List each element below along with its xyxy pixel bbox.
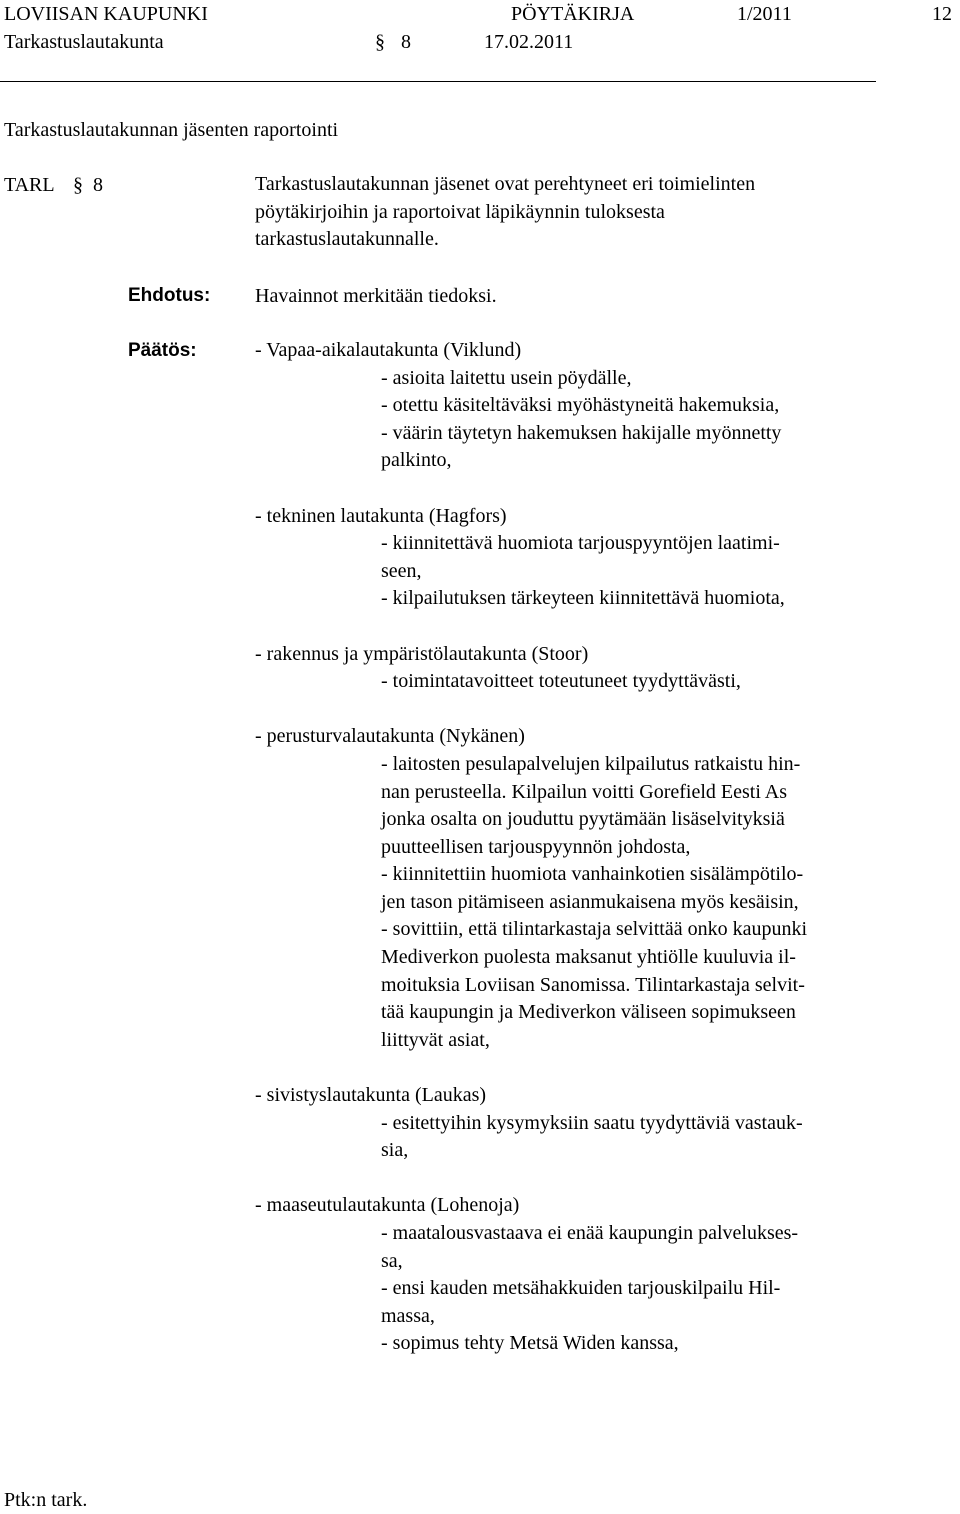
- group-line: - sopimus tehty Metsä Widen kanssa,: [381, 1332, 679, 1355]
- group-title: - tekninen lautakunta (Hagfors): [255, 504, 507, 527]
- intro-line: Tarkastuslautakunnan jäsenet ovat perehtyneet eri toimielinten: [255, 173, 756, 195]
- group-line: moituksia Loviisan Sanomissa. Tilintarkastaja selvit-: [381, 973, 805, 996]
- page-title: Tarkastuslautakunnan jäsenten raportointi: [4, 119, 339, 141]
- group-gap: [255, 696, 807, 724]
- intro-line: pöytäkirjoihin ja raportoivat läpikäynnin tuloksesta: [255, 200, 665, 223]
- header-rule: [0, 81, 876, 82]
- group-line: - otettu käsiteltäväksi myöhästyneitä hakemuksia,: [381, 394, 780, 417]
- group-line: jonka osalta on jouduttu pyytämään lisäselvityksiä: [381, 808, 785, 831]
- group-line: nan perusteella. Kilpailun voitti Gorefield Eesti As: [381, 780, 788, 803]
- header-page-number: 12: [932, 3, 952, 25]
- group-line: - kilpailutuksen tärkeyteen kiinnitettävä huomiota,: [381, 587, 785, 610]
- group-line: - väärin täytetyn hakemuksen hakijalle myönnetty: [381, 421, 782, 444]
- group-title: - Vapaa-aikalautakunta (Viklund): [255, 339, 522, 361]
- item-code: TARL: [4, 174, 55, 196]
- header-section-sign: §: [375, 31, 385, 53]
- item-section-sign: §: [73, 174, 83, 196]
- decision-label: Päätös:: [128, 340, 197, 361]
- group-gap: [255, 613, 807, 641]
- group-line: - maatalousvastaava ei enää kaupungin palvelukses-: [381, 1222, 799, 1244]
- footer-initials: Ptk:n tark.: [4, 1489, 88, 1511]
- group-line: tää kaupungin ja Mediverkon väliseen sopimukseen: [381, 1001, 796, 1024]
- group-title: - sivistyslautakunta (Laukas): [255, 1084, 487, 1107]
- item-number: 8: [93, 174, 103, 196]
- header-doc-type: PÖYTÄKIRJA: [511, 3, 635, 25]
- group-line: seen,: [381, 559, 422, 582]
- group-line: - ensi kauden metsähakkuiden tarjouskilpailu Hil-: [381, 1277, 781, 1300]
- intro-line: tarkastuslautakunnalle.: [255, 228, 439, 251]
- proposal-text: Havainnot merkitään tiedoksi.: [255, 285, 497, 307]
- group-line: - asioita laitettu usein pöydälle,: [381, 366, 632, 389]
- group-line: palkinto,: [381, 449, 452, 472]
- group-line: liittyvät asiat,: [381, 1028, 490, 1051]
- group-line: - kiinnitettiin huomiota vanhainkotien sisälämpötilo-: [381, 863, 804, 886]
- decision-body: [255, 337, 807, 1358]
- group-title: - perusturvalautakunta (Nykänen): [255, 725, 525, 748]
- group-line: - sovittiin, että tilintarkastaja selvittää onko kaupunki: [381, 918, 808, 941]
- item-intro: [255, 171, 755, 254]
- group-line: - toimintatavoitteet toteutuneet tyydyttävästi,: [381, 670, 741, 693]
- group-line: - kiinnitettävä huomiota tarjouspyyntöjen laatimi-: [381, 532, 780, 555]
- group-line: massa,: [381, 1304, 435, 1327]
- header-date: 17.02.2011: [484, 31, 574, 53]
- group-line: puutteellisen tarjouspyynnön johdosta,: [381, 835, 691, 858]
- group-gap: [255, 1054, 807, 1082]
- header-doc-number: 1/2011: [737, 3, 792, 25]
- group-line: - esitettyihin kysymyksiin saatu tyydyttäviä vastauk-: [381, 1111, 803, 1134]
- group-line: sia,: [381, 1139, 409, 1162]
- group-title: - maaseutulautakunta (Lohenoja): [255, 1194, 520, 1217]
- group-line: jen tason pitämiseen asianmukaisena myös kesäisin,: [381, 890, 799, 913]
- group-title: - rakennus ja ympäristölautakunta (Stoor): [255, 642, 589, 665]
- header-board: Tarkastuslautakunta: [4, 31, 164, 53]
- group-line: - laitosten pesulapalvelujen kilpailutus ratkaistu hin-: [381, 752, 801, 775]
- group-line: Mediverkon puolesta maksanut yhtiölle kuuluvia il-: [381, 946, 796, 969]
- group-line: sa,: [381, 1249, 403, 1272]
- header-org: LOVIISAN KAUPUNKI: [4, 3, 208, 25]
- group-gap: [255, 1165, 807, 1193]
- header-section: 8: [401, 31, 411, 53]
- proposal-label: Ehdotus:: [128, 285, 211, 306]
- group-gap: [255, 475, 807, 503]
